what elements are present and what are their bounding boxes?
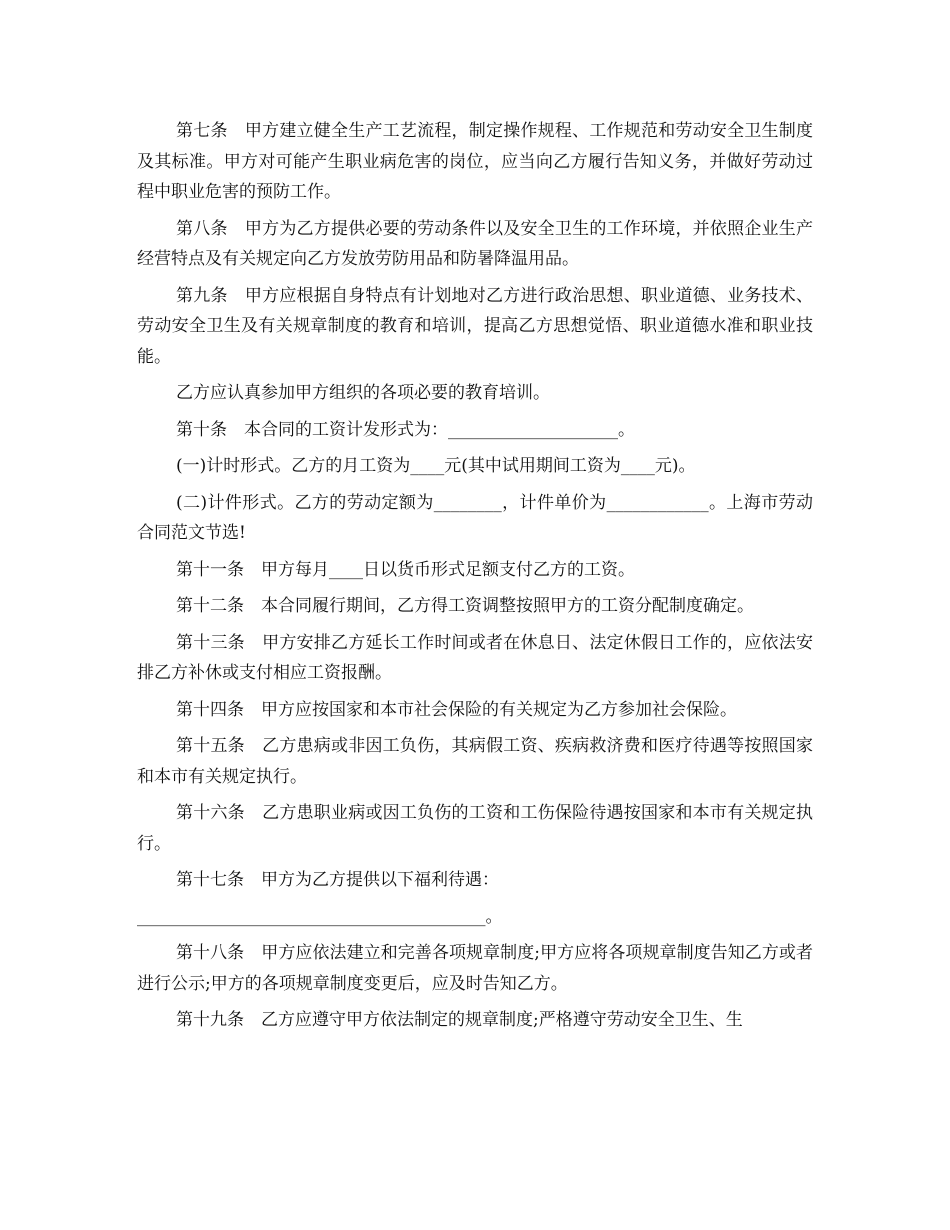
article-14: 第十四条 甲方应按国家和本市社会保险的有关规定为乙方参加社会保险。 [176, 699, 737, 720]
article-13: 第十三条 甲方安排乙方延长工作时间或者在休息日、法定休假日工作的，应依法安排乙方补休或支付相应工资报酬。 [137, 632, 813, 683]
article-12: 第十二条 本合同履行期间，乙方得工资调整按照甲方的工资分配制度确定。 [176, 596, 754, 616]
article-8: 第八条 甲方为乙方提供必要的劳动条件以及安全卫生的工作环境，并依照企业生产经营特点及有关规定向乙方发放劳防用品和防暑降温用品。 [137, 218, 813, 269]
document-body [137, 116, 813, 1042]
article-7: 第七条 甲方建立健全生产工艺流程，制定操作规程、工作规范和劳动安全卫生制度及其标准。甲方对可能产生职业病危害的岗位，应当向乙方履行告知义务，并做好劳动过程中职业危害的预防工作。 [137, 121, 813, 202]
article-11: 第十一条 甲方每月____日以货币形式足额支付乙方的工资。 [176, 559, 635, 580]
article-16: 第十六条 乙方患职业病或因工负伤的工资和工伤保险待遇按国家和本市有关规定执行。 [137, 803, 813, 854]
article-15: 第十五条 乙方患病或非因工负伤，其病假工资、疾病救济费和医疗待遇等按照国家和本市有关规定执行。 [137, 736, 813, 787]
article-10-item-2: (二)计件形式。乙方的劳动定额为________，计件单价为____________。上海市劳动合同范文节选! [137, 492, 813, 543]
article-18: 第十八条 甲方应依法建立和完善各项规章制度;甲方应将各项规章制度告知乙方或者进行公示;甲方的各项规章制度变更后，应及时告知乙方。 [137, 943, 813, 994]
article-9: 第九条 甲方应根据自身特点有计划地对乙方进行政治思想、职业道德、业务技术、劳动安全卫生及有关规章制度的教育和培训，提高乙方思想觉悟、职业道德水准和职业技能。 [137, 285, 813, 367]
article-19: 第十九条 乙方应遵守甲方依法制定的规章制度;严格遵守劳动安全卫生、生 [176, 1010, 743, 1030]
article-10-item-1: (一)计时形式。乙方的月工资为____元(其中试用期间工资为____元)。 [176, 456, 696, 476]
article-10: 第十条 本合同的工资计发形式为：____________________。 [176, 419, 635, 440]
article-17-blank-line: _________________________________________。 [137, 906, 503, 927]
article-9-note: 乙方应认真参加甲方组织的各项必要的教育培训。 [176, 383, 550, 403]
article-17: 第十七条 甲方为乙方提供以下福利待遇： [176, 870, 499, 890]
